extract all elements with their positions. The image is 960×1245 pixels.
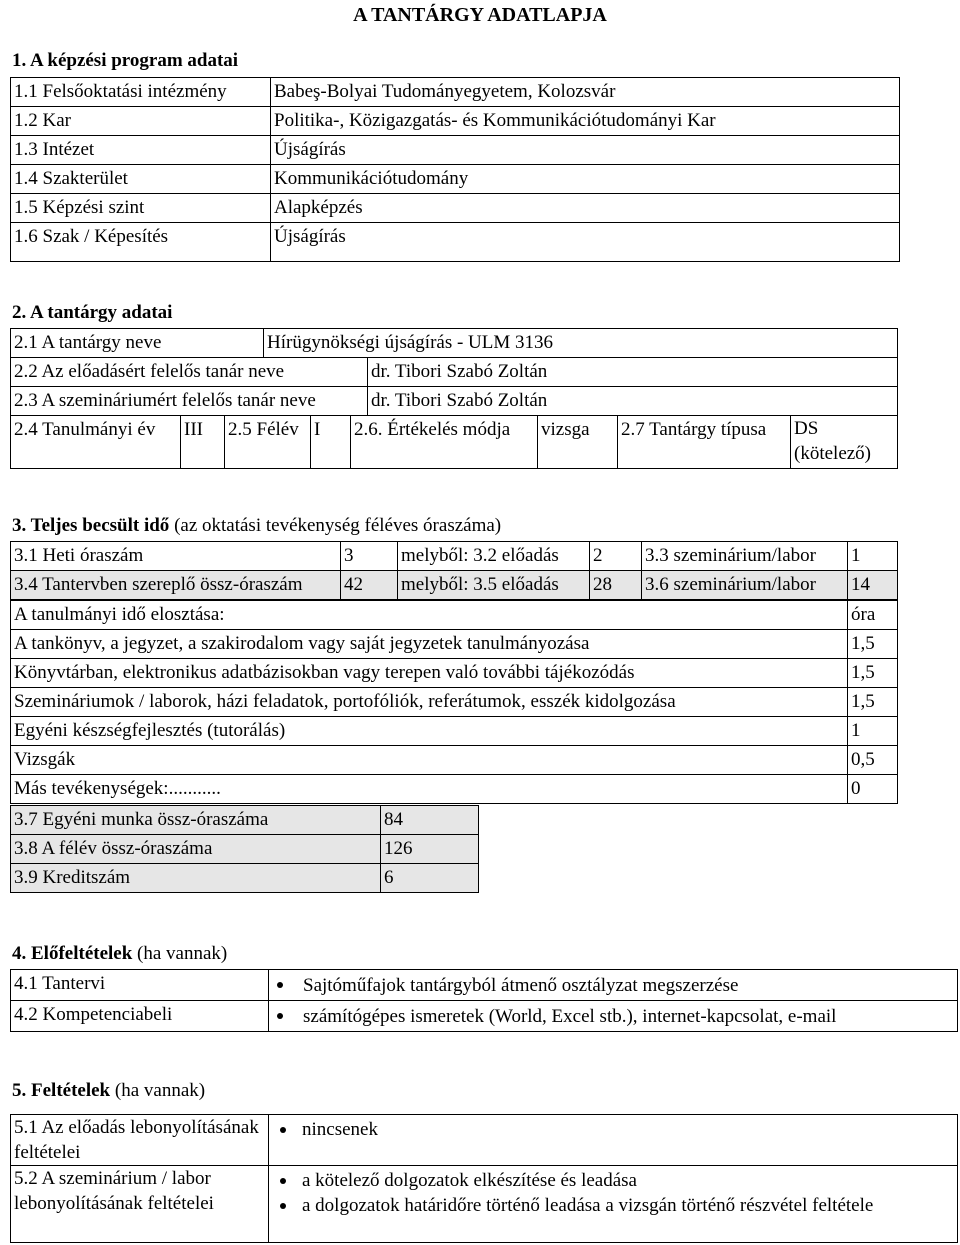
table-row: Más tevékenységek:........... 0 (11, 775, 898, 804)
table-row: 3.7 Egyéni munka össz-óraszáma 84 (11, 806, 479, 835)
table-row: 1.1 Felsőoktatási intézmény Babeş-Bolyai Tudományegyetem, Kolozsvár (11, 78, 900, 107)
bullet-icon (280, 1178, 286, 1184)
page-title: A TANTÁRGY ADATLAPJA (353, 4, 607, 26)
bullet-icon (277, 982, 283, 988)
totals-table (10, 805, 479, 893)
table-row: 3.1 Heti óraszám 3 melyből: 3.2 előadás 2 3.3 szeminárium/labor 1 (11, 542, 898, 571)
lecturer-table (10, 357, 898, 416)
course-details-table (10, 415, 898, 469)
table-row: 1.4 Szakterület Kommunikációtudomány (11, 165, 900, 194)
list-item: nincsenek (272, 1117, 957, 1142)
lecture-conditions-list (272, 1117, 957, 1142)
table-row: 5.1 Az előadás lebonyolításának feltételei nincsenek (11, 1115, 958, 1166)
section-5-title: 5. Feltételek (ha vannak) (12, 1080, 206, 1101)
list-item: a kötelező dolgozatok elkészítése és leadása (272, 1168, 957, 1193)
table-row: 3.9 Kreditszám 6 (11, 864, 479, 893)
table-row: 4.2 Kompetenciabeli számítógépes ismeretek (World, Excel stb.), internet-kapcsolat, e-mail (11, 1001, 958, 1032)
table-row: 1.3 Intézet Újságírás (11, 136, 900, 165)
table-row: 3.8 A félév össz-óraszáma 126 (11, 835, 479, 864)
table-row: A tankönyv, a jegyzet, a szakirodalom vagy saját jegyzetek tanulmányozása 1,5 (11, 630, 898, 659)
table-row: 4.1 Tantervi Sajtóműfajok tantárgyból átmenő osztályzat megszerzése (11, 970, 958, 1001)
study-time-table (10, 600, 898, 804)
section-1-title: 1. A képzési program adatai (12, 50, 239, 71)
table-row: 2.3 A szemináriumért felelős tanár neve dr. Tibori Szabó Zoltán (11, 387, 898, 416)
table-row: 2.1 A tantárgy neve Hírügynökségi újságírás - ULM 3136 (11, 329, 898, 358)
table-row: Szemináriumok / laborok, házi feladatok, portofóliók, referátumok, esszék kidolgozása 1,5 (11, 688, 898, 717)
bullet-icon (280, 1203, 286, 1209)
table-row: A tanulmányi idő elosztása: óra (11, 601, 898, 630)
table-row: Vizsgák 0,5 (11, 746, 898, 775)
table-row: 5.2 A szeminárium / labor lebonyolításának feltételei a kötelező dolgozatok elkészítése és leadása a dolgozatok határidőre történő leadása a vizsgán történő részvétel feltétele (11, 1166, 958, 1243)
program-data-table (10, 77, 900, 262)
table-row: 2.4 Tanulmányi év III 2.5 Félév I 2.6. Értékelés módja vizsga 2.7 Tantárgy típusa DS (kötelező) (11, 416, 898, 469)
table-row: 1.5 Képzési szint Alapképzés (11, 194, 900, 223)
table-row: 3.4 Tantervben szereplő össz-óraszám 42 melyből: 3.5 előadás 28 3.6 szeminárium/labor 14 (11, 571, 898, 600)
table-row: Egyéni készségfejlesztés (tutorálás) 1 (11, 717, 898, 746)
prerequisites-table (10, 969, 958, 1032)
table-row: 1.2 Kar Politika-, Közigazgatás- és Kommunikációtudományi Kar (11, 107, 900, 136)
conditions-table (10, 1114, 958, 1243)
bullet-icon (277, 1013, 283, 1019)
table-row: 1.6 Szak / Képesítés Újságírás (11, 223, 900, 262)
section-2-title: 2. A tantárgy adatai (12, 302, 173, 323)
section-3-title: 3. Teljes becsült idő (az oktatási tevékenység féléves óraszáma) (12, 515, 502, 536)
section-4-title: 4. Előfeltételek (ha vannak) (12, 943, 228, 964)
table-row: Könyvtárban, elektronikus adatbázisokban vagy terepen való további tájékozódás 1,5 (11, 659, 898, 688)
course-name-table (10, 328, 898, 358)
weekly-hours-table (10, 541, 898, 600)
bullet-icon (280, 1127, 286, 1133)
list-item: a dolgozatok határidőre történő leadása a vizsgán történő részvétel feltétele (272, 1193, 957, 1218)
table-row: 2.2 Az előadásért felelős tanár neve dr. Tibori Szabó Zoltán (11, 358, 898, 387)
seminar-conditions-list (272, 1168, 957, 1218)
